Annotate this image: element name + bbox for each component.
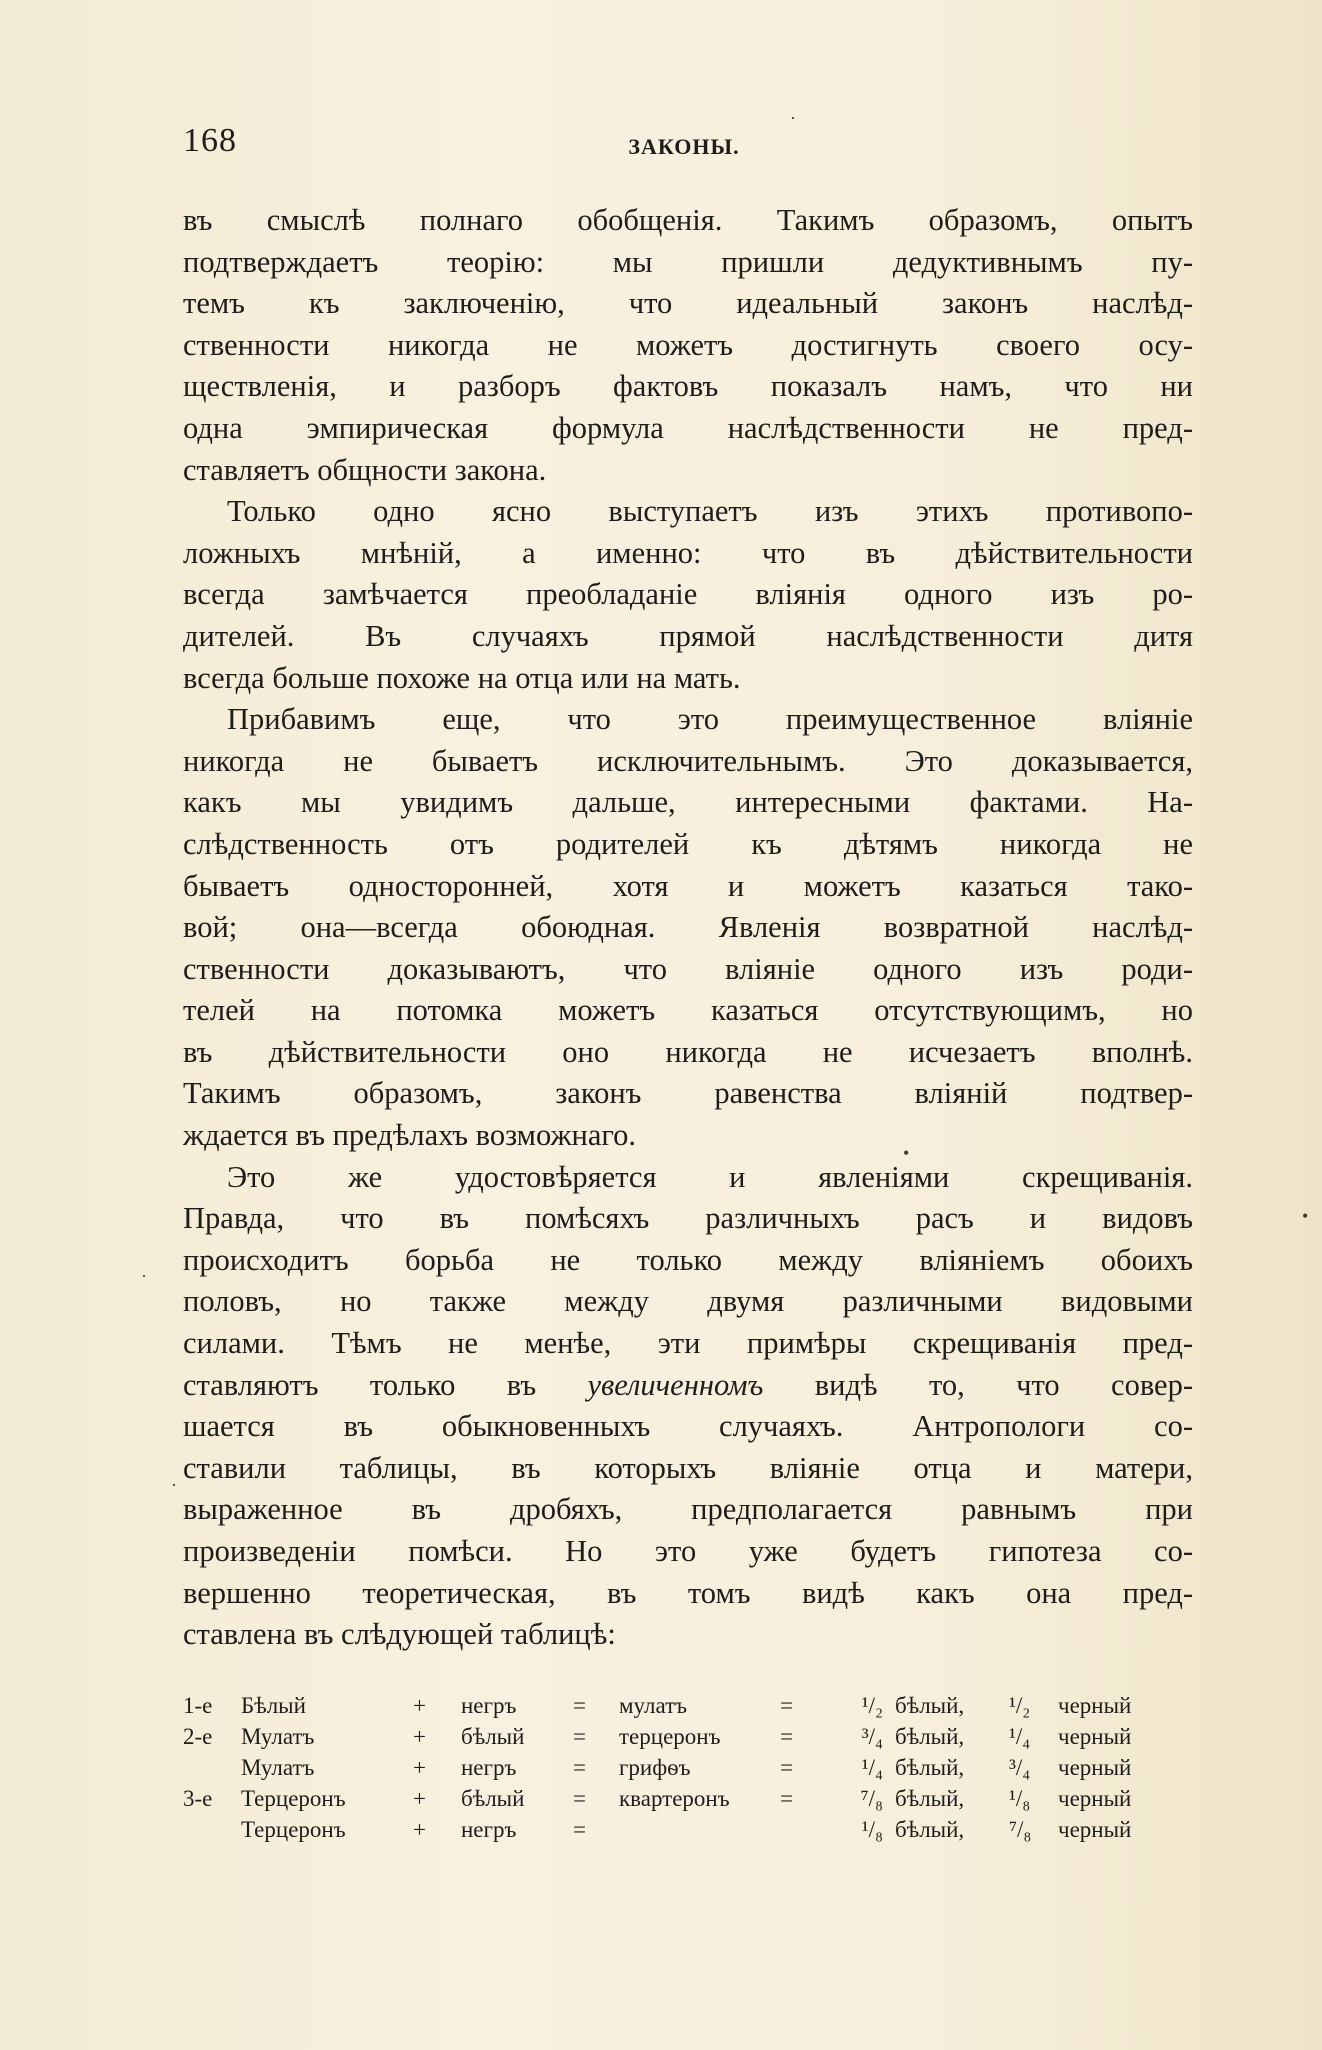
ink-speck: ·	[171, 1475, 177, 1495]
ink-speck: ·	[790, 108, 796, 128]
text-line: телей на потомка можетъ казаться отсутствующимъ, но	[183, 993, 1193, 1028]
white-fraction: ³/₄	[861, 1724, 883, 1749]
equals-sign-2: =	[780, 1786, 793, 1811]
text-line: вой; она—всегда обоюдная. Явленія возвратной наслѣд-	[183, 910, 1193, 945]
black-fraction: ¹/₂	[1009, 1693, 1031, 1718]
parent-a-cell: Мулатъ	[241, 1724, 315, 1749]
text-line: ставлена въ слѣдующей таблицѣ:	[183, 1617, 616, 1652]
text-line: ственности доказываютъ, что вліяніе одного изъ роди-	[183, 951, 1193, 986]
result-cell: мулатъ	[619, 1693, 688, 1718]
black-label: черный	[1058, 1755, 1132, 1780]
text-line: всегда больше похоже на отца или на мать.	[183, 660, 741, 695]
parent-a-cell: Мулатъ	[241, 1755, 315, 1780]
text-line: темъ къ заключенію, что идеальный законъ наслѣд-	[183, 286, 1193, 321]
running-title: ЗАКОНЫ.	[628, 134, 740, 159]
black-label: черный	[1058, 1724, 1132, 1749]
table-row	[183, 1755, 1173, 1786]
white-fraction: ¹/₂	[861, 1693, 883, 1718]
text-line: силами. Тѣмъ не менѣе, эти примѣры скрещиванія пред-	[183, 1326, 1193, 1361]
text-line: происходитъ борьба не только между вліяніемъ обоихъ	[183, 1242, 1193, 1277]
text-line: произведеніи помѣси. Но это уже будетъ гипотеза со-	[183, 1534, 1193, 1568]
text-segment: видѣ то, что совер-	[814, 1367, 1193, 1402]
main-text	[183, 200, 1193, 1656]
white-label: бѣлый,	[895, 1786, 965, 1811]
italic-word: увеличенномъ	[587, 1367, 764, 1402]
white-label: бѣлый,	[895, 1817, 965, 1842]
parent-b-cell: негръ	[461, 1693, 517, 1718]
text-line: въ смыслѣ полнаго обобщенія. Такимъ образомъ, опытъ	[183, 203, 1193, 237]
equals-sign: =	[573, 1786, 586, 1811]
text-line: подтверждаетъ теорію: мы пришли дедуктивнымъ пу-	[183, 244, 1193, 279]
paragraph-start: Это же удостовѣряется и явленіями скрещиванія.	[227, 1159, 1193, 1194]
text-line: ственности никогда не можетъ достигнуть своего осу-	[183, 327, 1193, 362]
generation-cell: 2-е	[183, 1724, 213, 1749]
text-line: въ дѣйствительности оно никогда не исчезаетъ вполнѣ.	[183, 1034, 1193, 1069]
page-header	[183, 122, 1185, 172]
parent-b-cell: негръ	[461, 1755, 517, 1780]
equals-sign: =	[573, 1724, 586, 1749]
text-line: половъ, но также между двумя различными видовыми	[183, 1284, 1193, 1319]
white-fraction: ⁷/₈	[860, 1786, 883, 1811]
text-line: Такимъ образомъ, законъ равенства вліяній подтвер-	[183, 1076, 1193, 1111]
black-label: черный	[1058, 1693, 1132, 1718]
text-line: выраженное въ дробяхъ, предполагается равнымъ при	[183, 1492, 1193, 1527]
black-fraction: ³/₄	[1009, 1755, 1031, 1780]
table-row	[183, 1724, 1173, 1755]
plus-sign: +	[413, 1786, 426, 1811]
parent-b-cell: бѣлый	[461, 1786, 525, 1811]
text-line: ществленія, и разборъ фактовъ показалъ намъ, что ни	[183, 369, 1193, 404]
result-cell: грифѳъ	[619, 1755, 691, 1780]
generation-cell: 1-е	[183, 1693, 213, 1718]
paragraph-start: Прибавимъ еще, что это преимущественное вліяніе	[227, 702, 1193, 737]
white-label: бѣлый,	[895, 1693, 965, 1718]
ink-speck: •	[903, 1143, 910, 1163]
equals-sign-2: =	[780, 1693, 793, 1718]
equals-sign: =	[573, 1755, 586, 1780]
black-label: черный	[1058, 1817, 1132, 1842]
text-line: никогда не бываетъ исключительнымъ. Это доказывается,	[183, 743, 1193, 778]
text-line: одна эмпирическая формула наслѣдственности не пред-	[183, 410, 1193, 445]
equals-sign: =	[573, 1693, 586, 1718]
equals-sign: =	[573, 1817, 586, 1842]
equals-sign-2: =	[780, 1724, 793, 1749]
white-fraction: ¹/₄	[861, 1755, 883, 1780]
text-line: ждается въ предѣлахъ возможнаго.	[183, 1118, 637, 1153]
text-line: ставляетъ общности закона.	[183, 452, 547, 487]
generation-cell: 3-е	[183, 1786, 213, 1811]
plus-sign: +	[413, 1817, 426, 1842]
equals-sign-2: =	[780, 1755, 793, 1780]
table-row	[183, 1786, 1173, 1817]
result-cell: терцеронъ	[619, 1724, 721, 1749]
text-line: Правда, что въ помѣсяхъ различныхъ расъ и видовъ	[183, 1201, 1193, 1236]
parent-b-cell: негръ	[461, 1817, 517, 1842]
page-number: 168	[183, 122, 237, 159]
parent-a-cell: Бѣлый	[241, 1693, 306, 1718]
plus-sign: +	[413, 1724, 426, 1749]
paragraph-start: Только одно ясно выступаетъ изъ этихъ противопо-	[227, 494, 1193, 529]
plus-sign: +	[413, 1755, 426, 1780]
text-line-with-italic	[183, 1365, 1193, 1407]
text-line: шается въ обыкновенныхъ случаяхъ. Антропологи со-	[183, 1409, 1193, 1444]
black-label: черный	[1058, 1786, 1132, 1811]
result-cell: квартеронъ	[619, 1786, 730, 1811]
text-line: дителей. Въ случаяхъ прямой наслѣдственности дитя	[183, 618, 1193, 653]
text-line: ложныхъ мнѣній, а именно: что въ дѣйствительности	[183, 535, 1193, 570]
text-line: ставили таблицы, въ которыхъ вліяніе отца и матери,	[183, 1450, 1193, 1485]
ink-speck: ·	[141, 1266, 147, 1286]
black-fraction: ⁷/₈	[1009, 1817, 1032, 1842]
black-fraction: ¹/₈	[1009, 1786, 1031, 1811]
white-label: бѣлый,	[895, 1755, 965, 1780]
ink-speck: •	[1302, 1206, 1309, 1226]
text-line: всегда замѣчается преобладаніе вліянія одного изъ ро-	[183, 577, 1193, 612]
table-row	[183, 1817, 1173, 1848]
plus-sign: +	[413, 1693, 426, 1718]
heredity-table	[183, 1693, 1173, 1848]
text-line: бываетъ односторонней, хотя и можетъ казаться тако-	[183, 868, 1193, 903]
text-line: вершенно теоретическая, въ томъ видѣ какъ она пред-	[183, 1575, 1193, 1610]
parent-a-cell: Терцеронъ	[241, 1786, 346, 1811]
black-fraction: ¹/₄	[1009, 1724, 1031, 1749]
text-segment: ставляютъ только въ	[183, 1367, 537, 1402]
text-line: слѣдственность отъ родителей къ дѣтямъ никогда не	[183, 826, 1193, 861]
white-label: бѣлый,	[895, 1724, 965, 1749]
text-line: какъ мы увидимъ дальше, интересными фактами. На-	[183, 785, 1193, 820]
parent-b-cell: бѣлый	[461, 1724, 525, 1749]
parent-a-cell: Терцеронъ	[241, 1817, 346, 1842]
table-row	[183, 1693, 1173, 1724]
white-fraction: ¹/₈	[861, 1817, 883, 1842]
